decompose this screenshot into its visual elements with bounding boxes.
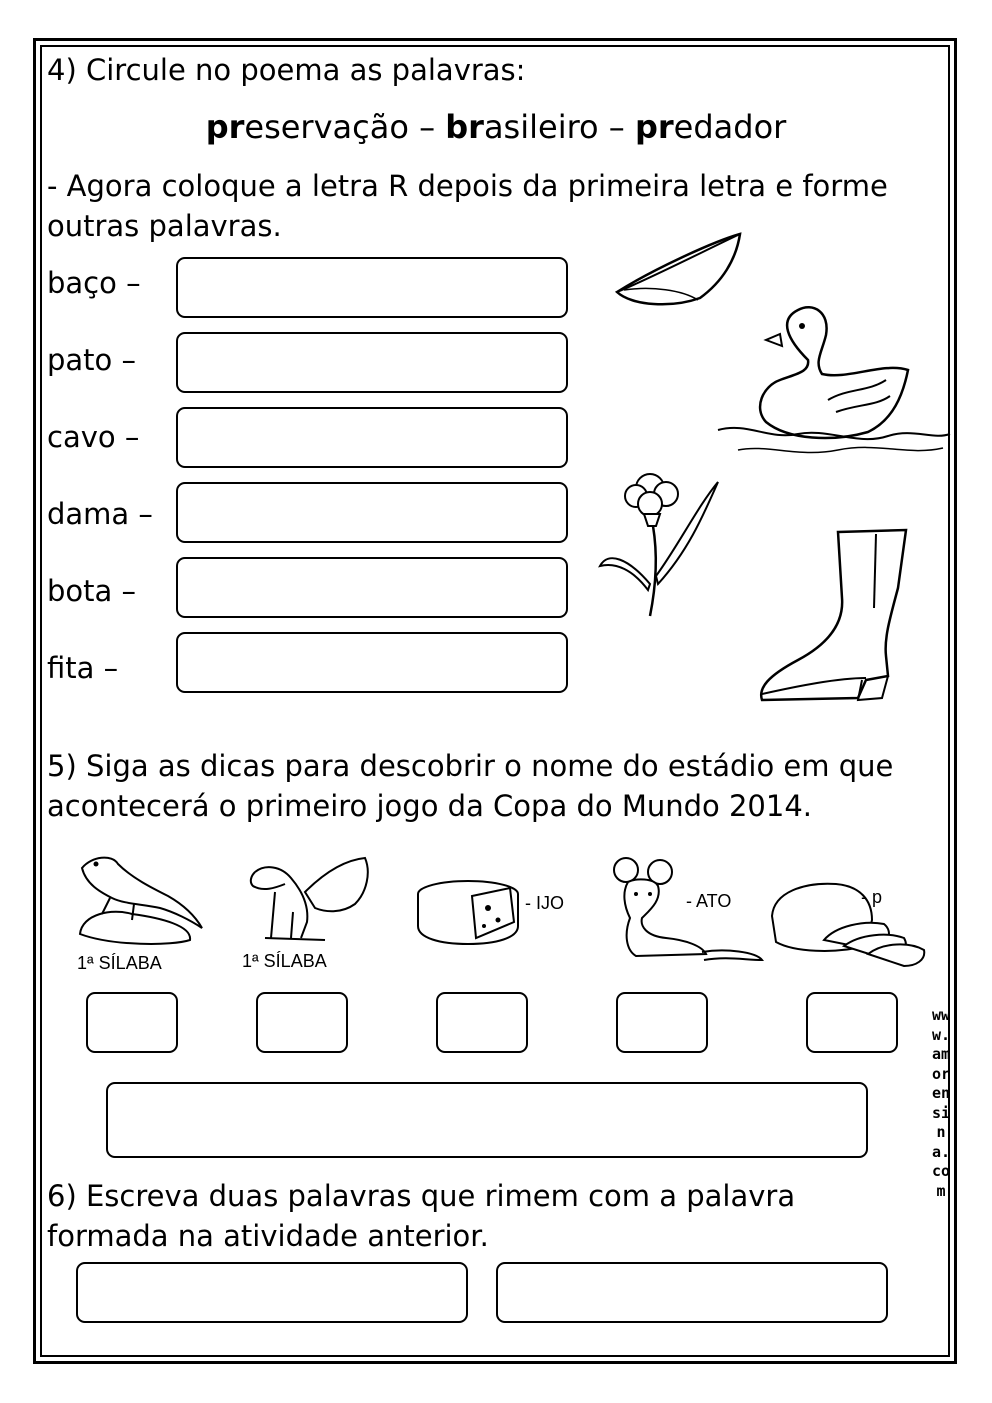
syllable-box-5[interactable] — [806, 992, 898, 1053]
q4-instruction-line1: - Agora coloque a letra R depois da primeira letra e forme — [47, 169, 888, 203]
word-preservacao: preservação — [205, 108, 409, 146]
boot-icon — [758, 528, 908, 706]
q4-instruction-line2: outras palavras. — [47, 209, 282, 243]
syllable-box-3[interactable] — [436, 992, 528, 1053]
item-label-cavo: cavo – — [47, 420, 140, 454]
cheese-icon — [414, 878, 522, 948]
q5-line2: acontecerá o primeiro jogo da Copa do Mundo 2014. — [47, 789, 812, 823]
stadium-name-box[interactable] — [106, 1082, 868, 1158]
item-label-fita: fita – — [47, 651, 119, 685]
q4-title: 4) Circule no poema as palavras: — [47, 53, 526, 87]
syllable-box-2[interactable] — [256, 992, 348, 1053]
word-predador: predador — [634, 108, 787, 146]
q6-line1: 6) Escreva duas palavras que rimem com a palavra — [47, 1179, 796, 1213]
duck-icon — [718, 300, 950, 465]
mouse-icon — [606, 856, 766, 976]
q4-word-list: preservação – brasileiro – predador — [205, 108, 787, 146]
clue-label-2: 1ª SÍLABA — [242, 951, 327, 971]
syllable-box-4[interactable] — [616, 992, 708, 1053]
carnation-flower-icon — [598, 466, 720, 618]
syllable-box-1[interactable] — [86, 992, 178, 1053]
rhyme-box-2[interactable] — [496, 1262, 888, 1323]
answer-box-pato[interactable] — [176, 332, 568, 393]
answer-box-bota[interactable] — [176, 557, 568, 618]
answer-box-baco[interactable] — [176, 257, 568, 318]
item-label-pato: pato – — [47, 343, 137, 377]
clue-label-5: - p — [861, 887, 883, 907]
rhyme-box-1[interactable] — [76, 1262, 468, 1323]
q6-line2: formada na atividade anterior. — [47, 1219, 489, 1253]
word-brasileiro: brasileiro — [445, 108, 599, 146]
answer-box-fita[interactable] — [176, 632, 568, 693]
bowl-icon — [612, 230, 742, 310]
clue-label-1: 1ª SÍLABA — [77, 953, 162, 973]
q5-line1: 5) Siga as dicas para descobrir o nome do estádio em que — [47, 749, 894, 783]
website-watermark: www.amorensina.com — [931, 1006, 951, 1200]
anteater-icon — [245, 852, 373, 944]
item-label-baco: baço – — [47, 266, 141, 300]
clue-label-3: - IJO — [525, 893, 564, 913]
item-label-bota: bota – — [47, 574, 137, 608]
answer-box-cavo[interactable] — [176, 407, 568, 468]
item-label-dama: dama – — [47, 497, 153, 531]
clue-label-4: - ATO — [686, 891, 732, 911]
answer-box-dama[interactable] — [176, 482, 568, 543]
bread-icon — [764, 876, 928, 968]
iguana-icon — [72, 848, 204, 948]
